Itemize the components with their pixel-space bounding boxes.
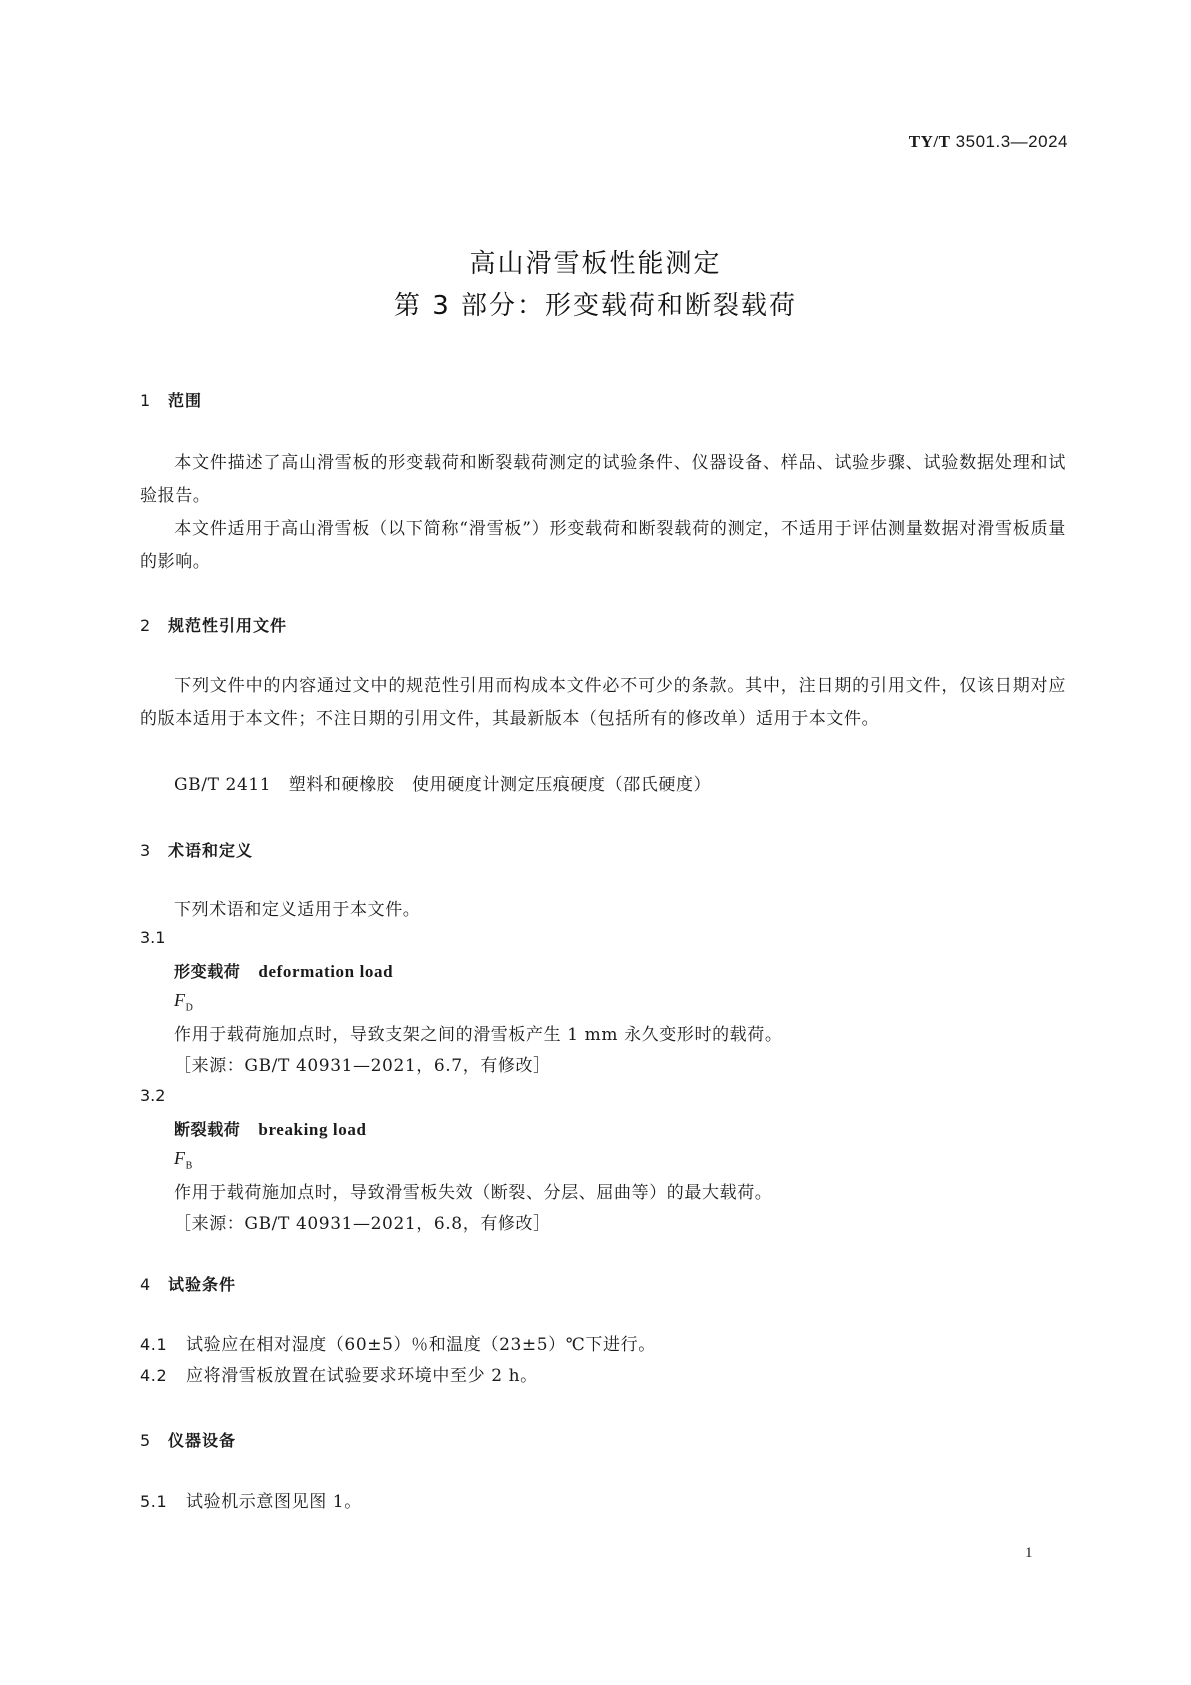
paragraph: 下列文件中的内容通过文中的规范性引用而构成本文件必不可少的条款。其中，注日期的引用文件，仅该日期对应的版本适用于本文件；不注日期的引用文件，其最新版本（包括所有的修改单）适用于本文件。 xyxy=(140,676,1066,729)
standard-number: 3501.3—2024 xyxy=(955,132,1068,151)
paragraph: 本文件适用于高山滑雪板（以下简称“滑雪板”）形变载荷和断裂载荷的测定，不适用于评估测量数据对滑雪板质量的影响。 xyxy=(140,519,1066,572)
clause xyxy=(140,1361,538,1386)
section-number: 4 xyxy=(140,1275,152,1294)
term-chinese: 断裂载荷 xyxy=(174,1120,241,1139)
clause-text: 试验应在相对湿度（60±5）％和温度（23±5）℃下进行。 xyxy=(186,1335,656,1355)
term-chinese: 形变载荷 xyxy=(174,962,241,981)
clause-number: 5.1 xyxy=(140,1492,168,1511)
term-symbol: $F_D$ xyxy=(174,990,194,1014)
section-title: 试验条件 xyxy=(168,1275,237,1294)
clause-text: 试验机示意图见图 1。 xyxy=(186,1492,362,1512)
clause xyxy=(140,1330,656,1355)
section-title: 规范性引用文件 xyxy=(168,616,288,635)
term-entry xyxy=(174,959,393,982)
section-number: 2 xyxy=(140,616,152,635)
section-number: 3 xyxy=(140,841,152,860)
document-subtitle: 第 3 部分：形变载荷和断裂载荷 xyxy=(393,291,798,321)
terms-intro: 下列术语和定义适用于本文件。 xyxy=(174,900,421,920)
section-heading-normative-references xyxy=(140,613,287,636)
section-heading-scope xyxy=(140,388,202,411)
term-english: breaking load xyxy=(258,1120,367,1139)
term-definition: 作用于载荷施加点时，导致支架之间的滑雪板产生 1 mm 永久变形时的载荷。 xyxy=(174,1025,783,1045)
clause-number: 4.2 xyxy=(140,1366,168,1385)
term-symbol: $F_B$ xyxy=(174,1148,193,1172)
term-source: ［来源：GB/T 40931—2021，6.7，有修改］ xyxy=(174,1056,551,1076)
term-source: ［来源：GB/T 40931—2021，6.8，有修改］ xyxy=(174,1214,551,1234)
paragraph: 本文件描述了高山滑雪板的形变载荷和断裂载荷测定的试验条件、仪器设备、样品、试验步骤、试验数据处理和试验报告。 xyxy=(140,453,1066,506)
term-number: 3.2 xyxy=(140,1086,166,1105)
document-title: 高山滑雪板性能测定 xyxy=(469,249,722,279)
term-number: 3.1 xyxy=(140,928,166,947)
term-english: deformation load xyxy=(258,962,394,981)
standard-prefix: TY/T xyxy=(908,132,951,151)
term-definition: 作用于载荷施加点时，导致滑雪板失效（断裂、分层、屈曲等）的最大载荷。 xyxy=(174,1183,773,1203)
section-heading-test-conditions xyxy=(140,1272,236,1295)
reference-item: GB/T 2411 塑料和硬橡胶 使用硬度计测定压痕硬度（邵氏硬度） xyxy=(174,775,712,795)
section-title: 范围 xyxy=(168,391,203,410)
section-title: 术语和定义 xyxy=(168,841,254,860)
page-number: 1 xyxy=(1025,1545,1033,1561)
clause xyxy=(140,1487,362,1512)
clause-text: 应将滑雪板放置在试验要求环境中至少 2 h。 xyxy=(186,1366,538,1386)
section-heading-terms xyxy=(140,838,253,861)
section-heading-apparatus xyxy=(140,1428,236,1451)
term-entry xyxy=(174,1117,367,1140)
clause-number: 4.1 xyxy=(140,1335,168,1354)
section-title: 仪器设备 xyxy=(168,1431,237,1450)
section-number: 1 xyxy=(140,391,152,410)
section-number: 5 xyxy=(140,1431,152,1450)
standard-code xyxy=(909,132,1068,152)
